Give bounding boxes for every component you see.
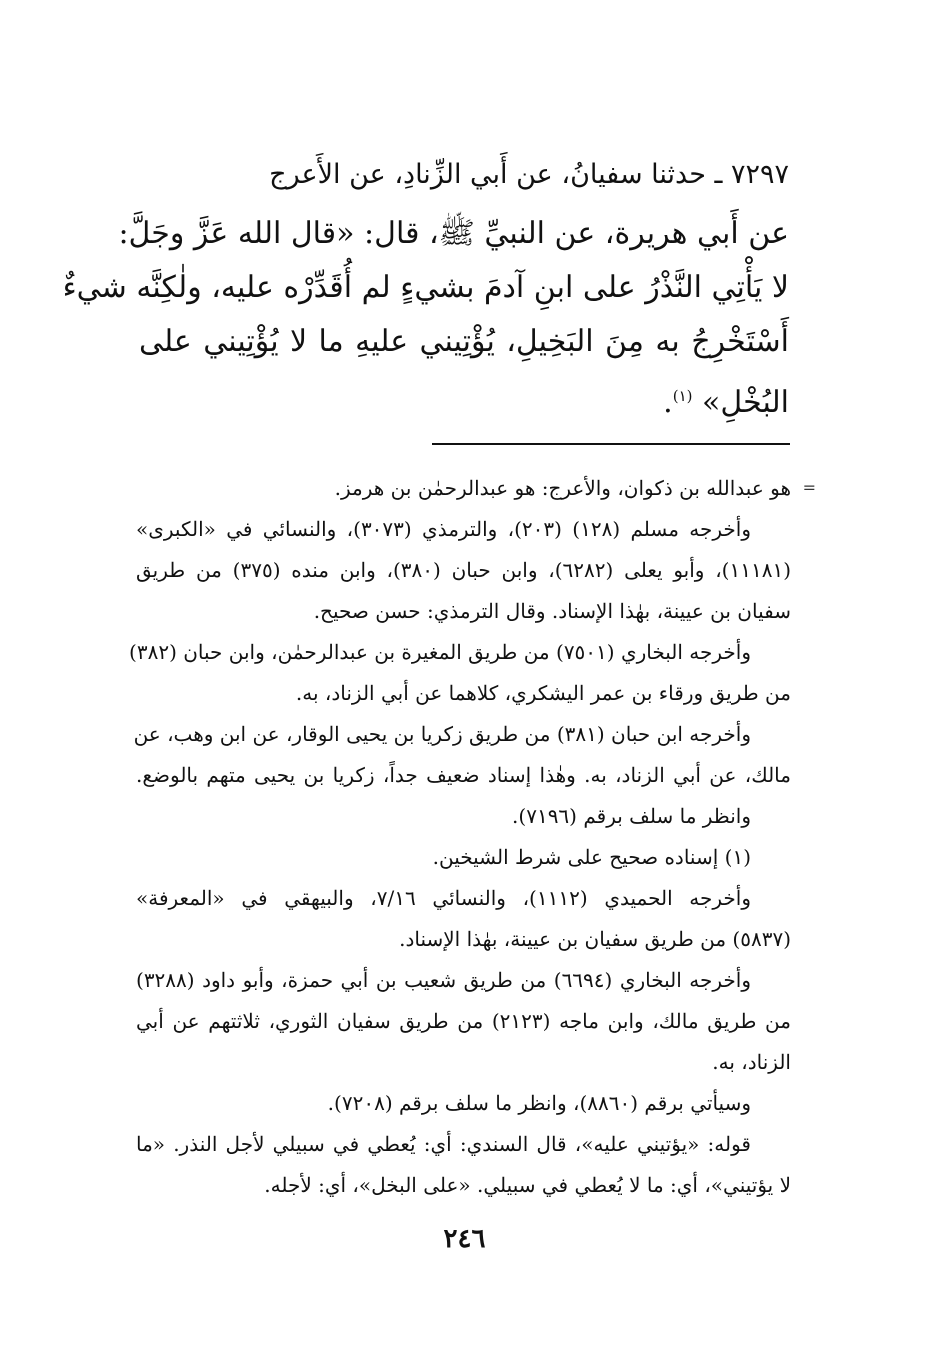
footnote-line: (٥٨٣٧) من طريق سفيان بن عيينة، بهٰذا الإسناد. bbox=[399, 927, 791, 951]
hadith-text bbox=[62, 207, 789, 430]
footnote-line: من طريق مالك، وابن ماجه (٢١٢٣) من طريق سفيان الثوري، ثلاثتهم عن أبي bbox=[136, 1009, 791, 1033]
footnote-reference: (١) bbox=[672, 387, 693, 405]
footnote-line: الزناد، به. bbox=[712, 1050, 791, 1074]
hadith-line: لا يَأْتِي النَّذْرُ على ابنِ آدمَ بشيءٍ لم أُقَدِّرْه عليه، ولٰكِنَّه شيءٌ bbox=[62, 270, 789, 305]
end-punctuation: . bbox=[663, 385, 673, 420]
footnote-line: وأخرجه البخاري (٧٥٠١) من طريق المغيرة بن عبدالرحمٰن، وابن حبان (٣٨٢) bbox=[129, 640, 751, 664]
hadith-line bbox=[139, 369, 789, 430]
footnote-line: مالك، عن أبي الزناد، به. وهٰذا إسناد ضعيف جداً، زكريا بن يحيى متهم بالوضع. bbox=[136, 763, 791, 787]
footnote-line: وانظر ما سلف برقم (٧١٩٦). bbox=[512, 804, 751, 828]
footnote-line: قوله: «يؤتيني عليه»، قال السندي: أي: يُعطي في سبيلي لأجل النذر. «ما bbox=[136, 1132, 751, 1156]
footnote-line: من طريق ورقاء بن عمر اليشكري، كلاهما عن أبي الزناد، به. bbox=[295, 681, 791, 705]
footnote-line: (١١١٨١)، وأبو يعلى (٦٢٨٢)، وابن حبان (٣٨٠)، وابن منده (٣٧٥) من طريق bbox=[136, 558, 792, 582]
footnotes bbox=[129, 468, 792, 1206]
hadith-heading: ٧٢٩٧ ـ حدثنا سفيانُ، عن أَبي الزِّنادِ، عن الأَعرج bbox=[269, 159, 789, 190]
hadith-line: أَسْتَخْرِجُ به مِنَ البَخِيلِ، يُؤْتِيني عليهِ ما لا يُؤْتِيني على bbox=[139, 324, 789, 359]
footnote-line: وأخرجه البخاري (٦٦٩٤) من طريق شعيب بن أبي حمزة، وأبو داود (٣٢٨٨) bbox=[136, 968, 751, 992]
footnote-line: هو عبدالله بن ذكوان، والأعرج: هو عبدالرحمٰن بن هرمز. bbox=[334, 476, 791, 500]
footnote-line: لا يؤتيني»، أي: ما لا يُعطي في سبيلي. «على البخل»، أي: لأجله. bbox=[264, 1173, 791, 1197]
hadith-line: عن أَبي هريرة، عن النبيِّ ﷺ، قال: «قال الله عَزَّ وجَلَّ: bbox=[118, 216, 789, 251]
footnote-line: وسيأتي برقم (٨٨٦٠)، وانظر ما سلف برقم (٧٢٠٨). bbox=[327, 1091, 751, 1115]
hadith-line-text: البُخْلِ» bbox=[702, 385, 789, 420]
footnote-line: وأخرجه مسلم (١٢٨) (٢٠٣)، والترمذي (٣٠٧٣)، والنسائي في «الكبرى» bbox=[136, 517, 752, 541]
footnote-line: سفيان بن عيينة، بهٰذا الإسناد. وقال الترمذي: حسن صحيح. bbox=[313, 599, 791, 623]
footnote-line: وأخرجه ابن حبان (٣٨١) من طريق زكريا بن يحيى الوقار، عن ابن وهب، عن bbox=[133, 722, 751, 746]
page-number: ٢٤٦ bbox=[443, 1224, 486, 1254]
footnote-separator bbox=[432, 443, 790, 445]
footnote-line: وأخرجه الحميدي (١١١٢)، والنسائي ٧/١٦، والبيهقي في «المعرفة» bbox=[136, 886, 752, 910]
continuation-mark: = bbox=[802, 478, 816, 497]
footnote-line: (١) إسناده صحيح على شرط الشيخين. bbox=[432, 845, 751, 869]
